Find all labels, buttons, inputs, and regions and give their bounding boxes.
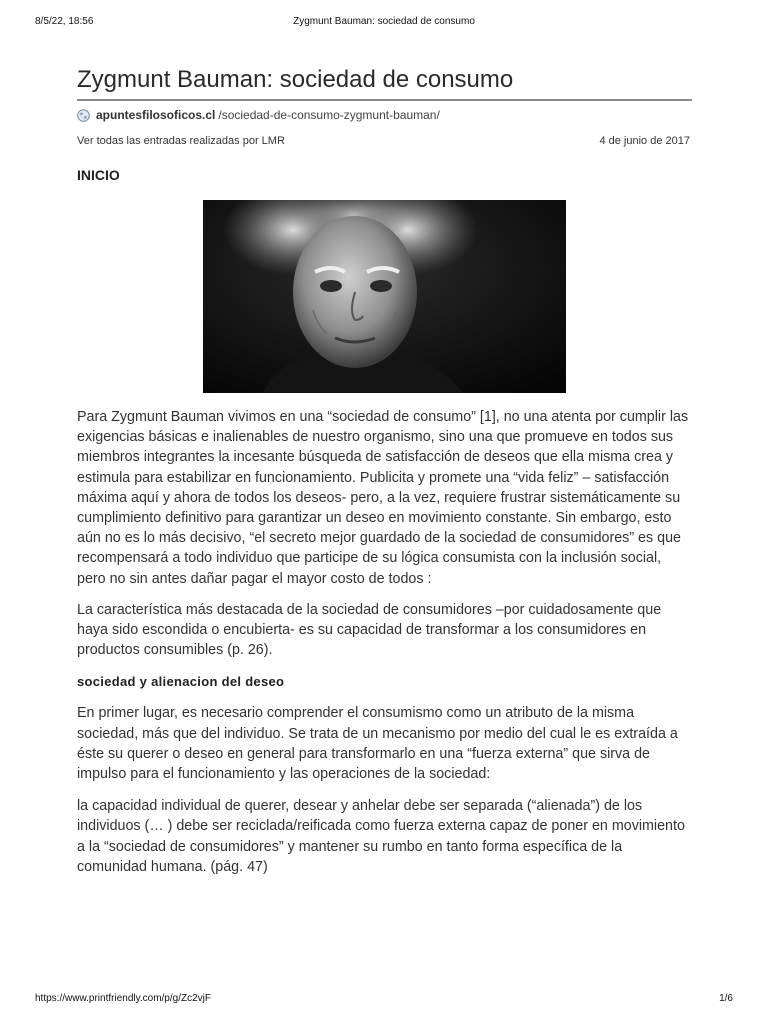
article-title: Zygmunt Bauman: sociedad de consumo <box>77 64 692 101</box>
meta-row <box>77 135 692 149</box>
print-header <box>35 16 733 30</box>
section-subheading: sociedad y alienacion del deseo <box>77 674 285 690</box>
post-date: 4 de junio de 2017 <box>599 135 690 147</box>
author-link[interactable]: Ver todas las entradas realizadas por LMR <box>77 135 285 147</box>
paragraph: En primer lugar, es necesario comprender el consumismo como un atributo de la misma sociedad, más que del individuo. Se trata de un mecanismo por medio del cual le es extraída a éste su querer o deseo en general para transformarlo en una “fuerza externa” que sirva de impulso para el funcionamiento y las operaciones de la sociedad: <box>77 705 678 783</box>
globe-icon <box>77 109 90 122</box>
print-footer <box>35 993 733 1007</box>
page-number: 1/6 <box>719 993 733 1004</box>
article <box>77 64 692 877</box>
source-path: /sociedad-de-consumo-zygmunt-bauman/ <box>218 108 440 122</box>
paragraph: la capacidad individual de querer, desear y anhelar debe ser separada (“alienada”) de los individuos (… ) debe ser reciclada/reificada como fuerza externa capaz de poner en movimiento a la “sociedad de consumidores” y mantener su rumbo en tanto forma específica de la comunidad humana. (pág. 47) <box>77 798 685 875</box>
source-domain-link[interactable]: apuntesfilosoficos.cl <box>96 108 216 122</box>
paragraph: La característica más destacada de la sociedad de consumidores –por cuidadosamente que haya sido escondida o encubierta- es su capacidad de transformar a los consumidores en productos consumibles (p. 26). <box>77 601 662 659</box>
print-timestamp: 8/5/22, 18:56 <box>35 16 94 27</box>
print-url: https://www.printfriendly.com/p/g/Zc2vjF <box>35 993 211 1004</box>
source-row <box>77 107 692 123</box>
section-label: INICIO <box>77 167 120 183</box>
portrait-photo <box>203 200 566 393</box>
paragraph: Para Zygmunt Bauman vivimos en una “sociedad de consumo” [1], no una atenta por cumplir las exigencias básicas e inalienables de nuestro organismo, sino una que promueve en todos sus miembros integrantes la incesante búsqueda de satisfacción de deseos que ella misma crea y estimula para estabilizar en funcionamiento. Publicita y promete una “vida feliz” – satisfacción máxima aquí y ahora de todos los deseos- pero, a la vez, requiere frustrar sistemáticamente su cumplimiento definitivo para garantizar un deseo en movimiento constante. Sin embargo, esto aún no es lo más decisivo, “el secreto mejor guardado de la sociedad de consumidores” es que recompensará a todo individuo que participe de su lógica consumista con la inclusión social, pero no sin antes dañar pagar el mayor costo de todos : <box>77 409 689 587</box>
print-doc-title: Zygmunt Bauman: sociedad de consumo <box>293 16 475 27</box>
